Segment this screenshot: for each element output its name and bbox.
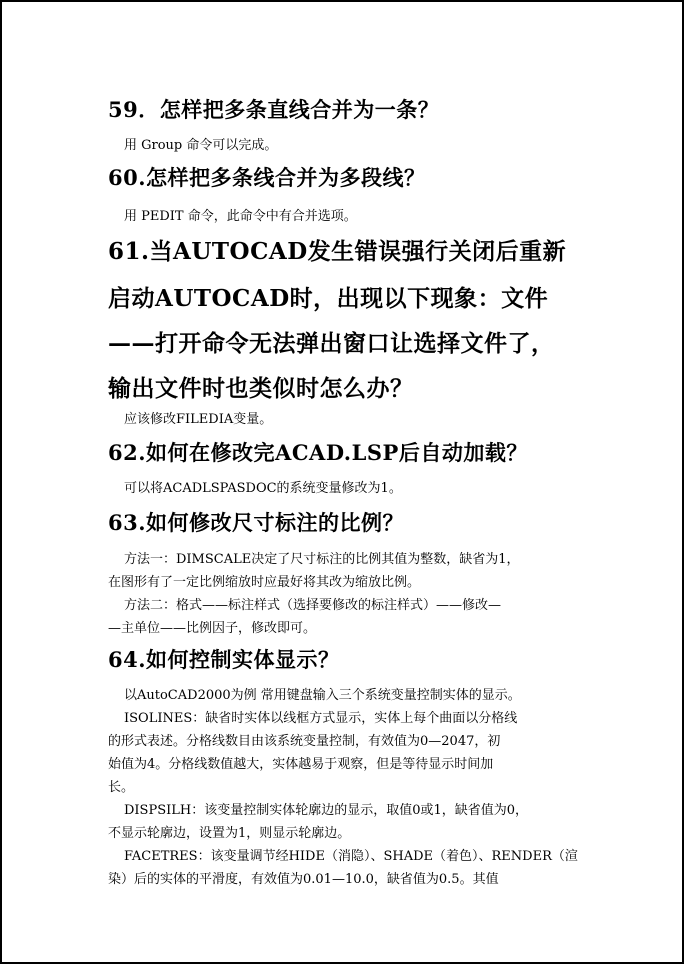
answer-59: 用 Group 命令可以完成。 <box>124 138 278 153</box>
answer-63-line-1: 方法一：DIMSCALE决定了尺寸标注的比例其值为整数，缺省为1， <box>124 552 520 567</box>
answer-61: 应该修改FILEDIA变量。 <box>124 412 273 427</box>
question-61-heading-line-1: 61.当AUTOCAD发生错误强行关闭后重新 <box>108 238 567 265</box>
question-62-heading: 62.如何在修改完ACAD.LSP后自动加载？ <box>108 440 528 465</box>
answer-64-line-3: 的形式表述。分格线数目由该系统变量控制，有效值为0—2047，初 <box>108 734 501 749</box>
question-61-heading-line-2: 启动AUTOCAD时，出现以下现象：文件 <box>108 285 549 312</box>
question-59-heading: 59．怎样把多条直线合并为一条？ <box>108 97 440 122</box>
question-64-heading: 64.如何控制实体显示？ <box>108 647 340 672</box>
question-60-heading: 60.怎样把多条线合并为多段线？ <box>108 165 426 190</box>
answer-60: 用 PEDIT 命令，此命令中有合并选项。 <box>124 209 357 224</box>
question-61-heading-line-4: 输出文件时也类似时怎么办？ <box>108 375 414 402</box>
question-63-heading: 63.如何修改尺寸标注的比例？ <box>108 510 405 535</box>
answer-64-line-2: ISOLINES：缺省时实体以线框方式显示，实体上每个曲面以分格线 <box>124 711 518 726</box>
answer-64-line-9: 染）后的实体的平滑度，有效值为0.01—10.0，缺省值为0.5。其值 <box>108 872 499 887</box>
answer-64-line-1: 以AutoCAD2000为例 常用键盘输入三个系统变量控制实体的显示。 <box>124 688 521 703</box>
answer-63-line-2: 在图形有了一定比例缩放时应最好将其改为缩放比例。 <box>108 575 421 590</box>
answer-64-line-7: 不显示轮廓边，设置为1，则显示轮廓边。 <box>108 826 351 841</box>
answer-64-line-4: 始值为4。分格线数值越大，实体越易于观察，但是等待显示时间加 <box>108 757 494 772</box>
question-61-heading-line-3: ——打开命令无法弹出窗口让选择文件了， <box>108 330 555 357</box>
answer-63-line-4: —主单位——比例因子，修改即可。 <box>108 621 317 636</box>
answer-62: 可以将ACADLSPASDOC的系统变量修改为1。 <box>124 481 402 496</box>
answer-63-line-3: 方法二：格式——标注样式（选择要修改的标注样式）——修改— <box>124 598 502 613</box>
answer-64-line-5: 长。 <box>108 780 135 795</box>
answer-64-line-6: DISPSILH：该变量控制实体轮廓边的显示，取值0或1，缺省值为0， <box>124 803 529 818</box>
answer-64-line-8: FACETRES：该变量调节经HIDE（消隐）、SHADE（着色）、RENDER（渲 <box>124 849 578 864</box>
